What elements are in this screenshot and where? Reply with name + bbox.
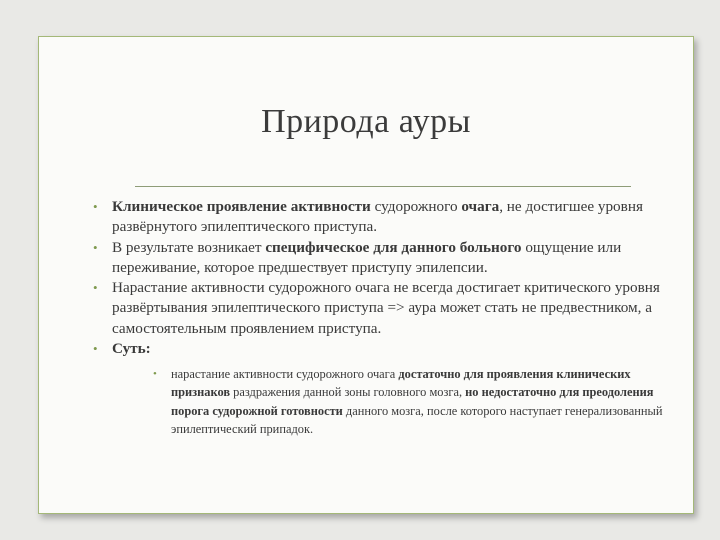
bold-text: но недостаточно для преодоления порога судорожной готовности [171,385,654,418]
bullet-item [93,278,683,339]
plain-text: судорожного [370,198,462,215]
bullet-text [112,238,683,279]
sub-bullet-icon: • [153,368,157,381]
bullet-item [93,197,683,238]
bullet-icon: • [93,341,98,357]
bullet-text [112,339,683,359]
plain-text: раздражения данной зоны головного мозга, [230,385,466,400]
plain-text: данного мозга, после которого наступает генерализованный эпилептический припадок. [171,403,663,436]
bullet-item [93,238,683,279]
slide-title: Природа ауры [261,103,471,140]
bold-text: Клиническое проявление активности [112,198,371,215]
sub-bullet-text [171,365,683,437]
bullet-text [112,197,683,238]
plain-text: нарастание активности судорожного очага [171,367,399,382]
bullet-text: Нарастание активности судорожного очага не всегда достигает критического уровня развёртывания эпилептического приступа => аура может стать не предвестником, а самостоятельным проявлением приступа. [112,279,660,337]
bullet-icon: • [93,239,98,255]
sub-bullet-item [153,365,683,437]
slide [38,36,694,514]
plain-text: ощущение или переживание, которое предшествует приступу эпилепсии. [112,238,622,276]
bold-text: специфическое для данного больного [265,238,522,256]
title-divider [135,186,631,187]
bold-text: Суть: [112,340,151,358]
bold-text: очага [461,198,500,215]
plain-text: В результате возникает [112,238,266,256]
plain-text: , не достигшее уровня развёрнутого эпилептического приступа. [112,198,643,236]
bullet-item [93,339,683,359]
bullet-icon: • [93,199,98,214]
bold-text: достаточно для проявления клинических признаков [171,367,631,400]
slide-content [93,197,683,438]
bullet-icon: • [93,280,98,296]
